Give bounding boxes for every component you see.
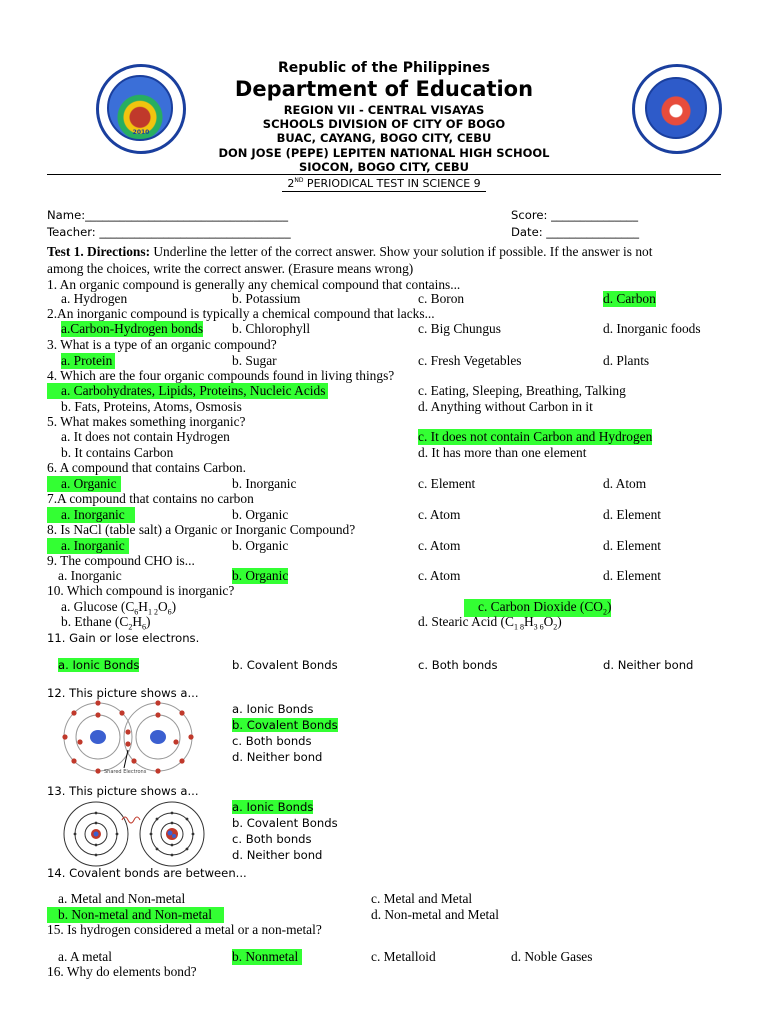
q13-option-d[interactable]: d. Neither bond [232,848,323,862]
q8-option-a[interactable]: a. Inorganic [47,538,129,554]
q4-option-c[interactable]: c. Eating, Sleeping, Breathing, Talking [418,383,626,398]
q15-option-c[interactable]: c. Metalloid [371,949,436,964]
q3-option-a[interactable]: a. Protein [61,353,115,369]
q13-question: 13. This picture shows a... [47,784,199,798]
q15-question: 15. Is hydrogen considered a metal or a non-metal? [47,922,322,937]
address-heading: BUAC, CAYANG, BOGO CITY, CEBU [276,131,492,145]
test-title [0,177,768,190]
q4-option-a[interactable]: a. Carbohydrates, Lipids, Proteins, Nucleic Acids [47,383,328,399]
region-heading: REGION VII - CENTRAL VISAYAS [283,103,485,117]
seal-year-text: 2010 [132,129,150,136]
q13-option-b[interactable]: b. Covalent Bonds [232,816,338,830]
score-field[interactable]: Score: _______________ [511,208,639,222]
q6-option-d[interactable]: d. Atom [603,476,647,491]
republic-heading: Republic of the Philippines [278,60,490,76]
q13-option-a[interactable]: a. Ionic Bonds [232,800,314,814]
q7-option-b[interactable]: b. Organic [232,507,289,522]
q3-option-b[interactable]: b. Sugar [232,353,277,368]
q11-option-c[interactable]: c. Both bonds [418,658,498,672]
q9-option-d[interactable]: d. Element [603,568,662,583]
q12-question: 12. This picture shows a... [47,686,199,700]
q14-option-b[interactable]: b. Non-metal and Non-metal [47,907,224,923]
header-divider [47,174,721,175]
q6-question: 6. A compound that contains Carbon. [47,460,246,475]
q11-option-a[interactable]: a. Ionic Bonds [58,658,140,672]
directions-label: Test 1. Directions: [47,244,151,259]
q12-option-c[interactable]: c. Both bonds [232,734,312,748]
q3-option-d[interactable]: d. Plants [603,353,650,368]
q10-option-b[interactable]: b. Ethane $(C_2H_6)$ [61,614,151,632]
date-field[interactable]: Date: ________________ [511,225,640,239]
q15-option-a[interactable]: a. A metal [58,949,112,964]
q8-option-b[interactable]: b. Organic [232,538,289,553]
q7-option-d[interactable]: d. Element [603,507,662,522]
ionic-bond-diagram [60,800,210,868]
division-heading: SCHOOLS DIVISION OF CITY OF BOGO [262,117,506,131]
q8-question: 8. Is NaCl (table salt) a Organic or Inorganic Compound? [47,522,356,537]
q11-option-d[interactable]: d. Neither bond [603,658,694,672]
q2-option-b[interactable]: b. Chlorophyll [232,321,311,336]
q1-option-b[interactable]: b. Potassium [232,291,301,306]
q8-option-c[interactable]: c. Atom [418,538,461,553]
q9-question: 9. The compound CHO is... [47,553,195,568]
q7-question: 7.A compound that contains no carbon [47,491,254,506]
school-heading: DON JOSE (PEPE) LEPITEN NATIONAL HIGH SCHOOL [218,146,550,160]
q1-option-a[interactable]: a. Hydrogen [61,291,128,306]
q10-option-d[interactable]: d. Stearic Acid $(C_{1 8}H_{3 6}O_2)$ [418,614,562,632]
name-field[interactable]: Name:___________________________________ [47,208,289,222]
teacher-field[interactable]: Teacher: _________________________________ [47,225,291,239]
department-heading: Department of Education [234,77,534,101]
q15-option-d[interactable]: d. Noble Gases [511,949,593,964]
q14-question: 14. Covalent bonds are between... [47,866,247,880]
q3-option-c[interactable]: c. Fresh Vegetables [418,353,522,368]
test-ordinal: 2 [287,177,295,190]
q1-option-d[interactable]: d. Carbon [603,291,656,306]
q12-option-d[interactable]: d. Neither bond [232,750,323,764]
q2-option-c[interactable]: c. Big Chungus [418,321,501,336]
covalent-bond-diagram [52,700,202,780]
q10-option-c[interactable]: c. Carbon Dioxide $(CO_2)$ [464,599,611,617]
directions-line1: Underline the letter of the correct answer. Show your solution if possible. If the answer is not [150,244,653,259]
q13-option-c[interactable]: c. Both bonds [232,832,312,846]
q1-option-c[interactable]: c. Boron [418,291,465,306]
q7-option-c[interactable]: c. Atom [418,507,461,522]
q9-option-b[interactable]: b. Organic [232,568,289,583]
q15-option-b[interactable]: b. Nonmetal [232,949,302,965]
q3-question: 3. What is a type of an organic compound? [47,337,277,352]
directions-line2: among the choices, write the correct answer. (Erasure means wrong) [47,261,414,276]
q8-option-d[interactable]: d. Element [603,538,662,553]
q6-option-a[interactable]: a. Organic [47,476,121,492]
q4-option-d[interactable]: d. Anything without Carbon in it [418,399,593,414]
q6-option-b[interactable]: b. Inorganic [232,476,297,491]
title-divider [282,191,486,192]
q2-question: 2.An inorganic compound is typically a chemical compound that lacks... [47,306,435,321]
q10-option-a[interactable]: a. Glucose $(C_6H_{1 2}O_6)$ [61,599,177,617]
q7-option-a[interactable]: a. Inorganic [47,507,135,523]
test-ordinal-suffix: ND [294,177,304,184]
q14-option-d[interactable]: d. Non-metal and Metal [371,907,499,922]
q5-option-c[interactable]: c. It does not contain Carbon and Hydrogen [418,429,653,444]
q16-question: 16. Why do elements bond? [47,964,197,979]
q11-question: 11. Gain or lose electrons. [47,631,200,645]
q5-option-d[interactable]: d. It has more than one element [418,445,587,460]
test-title-text: PERIODICAL TEST IN SCIENCE 9 [303,177,481,190]
q5-option-a[interactable]: a. It does not contain Hydrogen [61,429,230,444]
directions [47,244,720,260]
q12-option-b[interactable]: b. Covalent Bonds [232,718,338,732]
q11-option-b[interactable]: b. Covalent Bonds [232,658,338,672]
q5-option-b[interactable]: b. It contains Carbon [61,445,174,460]
shared-electrons-caption: Shared Electrons [104,769,147,775]
q10-question: 10. Which compound is inorganic? [47,583,235,598]
school-address-heading: SIOCON, BOGO CITY, CEBU [298,160,470,174]
q1-question: 1. An organic compound is generally any chemical compound that contains... [47,277,461,292]
q2-option-a[interactable]: a.Carbon-Hydrogen bonds [61,321,204,336]
q12-option-a[interactable]: a. Ionic Bonds [232,702,314,716]
q2-option-d[interactable]: d. Inorganic foods [603,321,701,336]
q14-option-a[interactable]: a. Metal and Non-metal [58,891,186,906]
q9-option-a[interactable]: a. Inorganic [58,568,122,583]
q4-question: 4. Which are the four organic compounds found in living things? [47,368,395,383]
q9-option-c[interactable]: c. Atom [418,568,461,583]
q4-option-b[interactable]: b. Fats, Proteins, Atoms, Osmosis [61,399,242,414]
q6-option-c[interactable]: c. Element [418,476,476,491]
q14-option-c[interactable]: c. Metal and Metal [371,891,473,906]
q5-question: 5. What makes something inorganic? [47,414,246,429]
